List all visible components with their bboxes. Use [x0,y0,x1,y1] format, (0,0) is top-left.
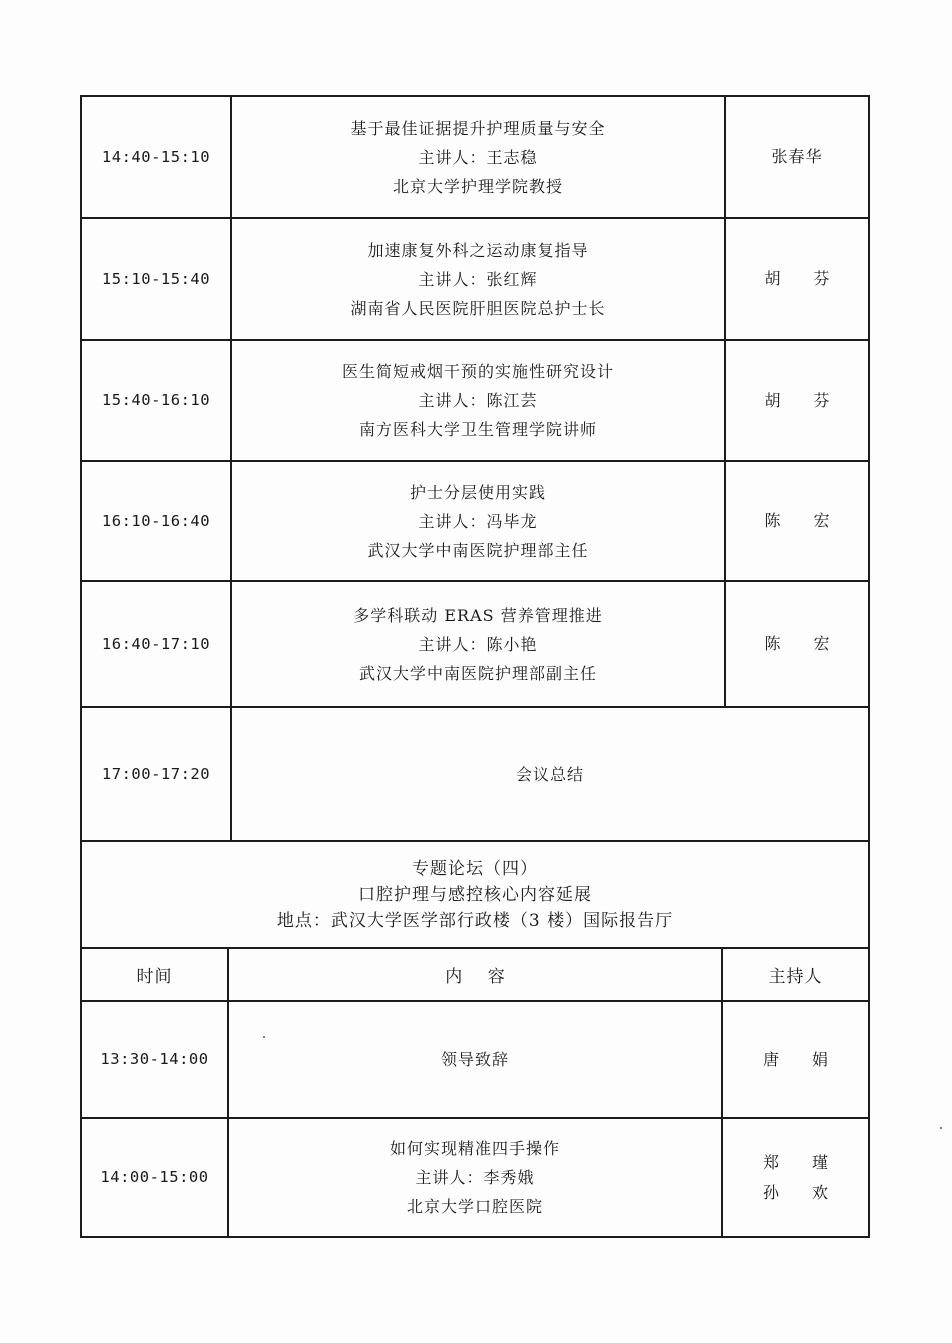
session-time: 17:00-17:20 [101,764,211,783]
session-time: 14:00-15:00 [100,1168,209,1186]
session-host [726,341,868,460]
session-speaker: 主讲人：陈小艳 [418,634,538,654]
table-row [82,97,230,217]
speaker-affiliation: 北京大学口腔医院 [406,1197,543,1216]
session-speaker: 主讲人：冯毕龙 [418,511,538,531]
session-time: 13:30-14:00 [100,1050,209,1068]
host-name: 胡 芬 [764,269,844,288]
header-content-label: 内 容 [445,967,515,987]
table-row [82,1002,227,1117]
session-content [232,97,724,217]
session-content [232,582,724,706]
host-name: 陈 宏 [764,511,844,530]
session-host [723,1002,868,1117]
column-header-host [723,949,868,1000]
session-title: 领导致辞 [440,1050,509,1069]
scan-speck [263,1036,265,1038]
session-speaker: 主讲人：李秀娥 [415,1168,535,1187]
forum-header [82,842,868,947]
forum-location: 地点：武汉大学医学部行政楼（3 楼）国际报告厅 [276,910,674,931]
table-row [82,708,230,840]
header-host-label: 主持人 [768,967,823,987]
session-speaker: 主讲人：张红辉 [418,269,538,289]
session-content [229,1002,721,1117]
table-row [82,1119,227,1236]
session-host [726,582,868,706]
host-name: 郑 瑾 [762,1152,843,1172]
session-time: 15:40-16:10 [101,391,211,409]
session-content [232,341,724,460]
table-row [82,341,230,460]
host-name: 胡 芬 [764,390,844,410]
session-title: 护士分层使用实践 [409,482,546,502]
host-name: 唐 娟 [762,1049,843,1069]
table-row [82,582,230,706]
session-host [723,1119,868,1236]
speaker-affiliation: 北京大学护理学院教授 [392,176,563,196]
closing-content [232,708,868,840]
session-speaker: 主讲人：陈江芸 [418,391,538,410]
header-time-label: 时间 [136,967,173,987]
session-time: 15:10-15:40 [101,269,211,288]
session-content [229,1119,721,1236]
forum-title: 专题论坛（四） [412,858,538,879]
session-title: 多学科联动 ERAS 营养管理推进 [353,605,603,625]
session-title: 基于最佳证据提升护理质量与安全 [350,118,606,138]
session-content [232,219,724,339]
host-name: 张春华 [771,147,823,166]
session-time: 14:40-15:10 [101,147,211,166]
table-border-bottom [80,1236,870,1238]
session-host [726,97,868,217]
host-name: 陈 宏 [764,634,844,653]
speaker-affiliation: 武汉大学中南医院护理部副主任 [358,663,597,683]
session-time: 16:10-16:40 [101,511,211,530]
scan-speck [940,1127,942,1129]
speaker-affiliation: 武汉大学中南医院护理部主任 [367,540,589,560]
forum-subtitle: 口腔护理与感控核心内容延展 [358,884,592,905]
session-host [726,462,868,580]
host-name: 孙 欢 [762,1182,843,1202]
session-title: 加速康复外科之运动康复指导 [367,240,589,260]
session-host [726,219,868,339]
closing-title: 会议总结 [515,764,584,784]
session-time: 16:40-17:10 [101,634,211,653]
session-title: 医生简短戒烟干预的实施性研究设计 [341,362,614,381]
speaker-affiliation: 湖南省人民医院肝胆医院总护士长 [350,298,606,318]
table-row [82,462,230,580]
session-speaker: 主讲人：王志稳 [418,147,538,167]
column-header-time [82,949,227,1000]
session-content [232,462,724,580]
session-title: 如何实现精准四手操作 [389,1139,560,1158]
speaker-affiliation: 南方医科大学卫生管理学院讲师 [358,420,597,439]
table-row [82,219,230,339]
column-header-content [229,949,721,1000]
table-border-right [868,95,870,1238]
